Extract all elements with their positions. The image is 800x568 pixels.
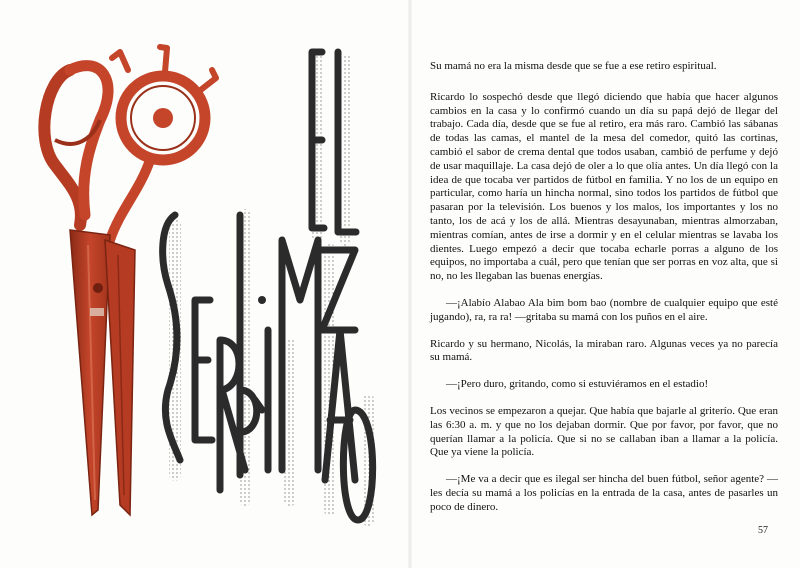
right-page	[410, 0, 800, 568]
paragraph-dialog: —¡Me va a decir que es ilegal ser hincha del buen fútbol, señor agente? —les decía su mamá a los policías en la entrada de la casa, antes de pasarles un poco de dinero.	[430, 473, 778, 513]
chapter-text	[430, 60, 778, 528]
paragraph-body: Ricardo lo sospechó desde que llegó diciendo que había que hacer algunos cambios en la casa y lo confirmó cuando un día su papá dejó de llegar del trabajo. Cada día, desde que se fue al retiro, era más raro. Cambió las sábanas de todas las camas, el mantel de la mesa del comedor, quitó las cortinas, cambió el sabor de crema dental que todos usaban, cambió de perfume y dejó de usar maquillaje. La casa dejó de oler a lo que olía antes. Un día llegó con la idea de que tocaba ver partidos de fútbol en familia. Y no los de un equipo en particular, como haría un hincha normal, sino todos los partidos de fútbol que pasaran por la televisión. Los buenos y los malos, los importantes y los no tanto, los de acá y los de allá. Mientras desayunaban, mientras almorzaban, mientras comían, antes de irse a dormir y en el celular mientras se lavaba los dientes. Luego empezó a decir que tocaba echarle porras a alguno de los equipos, no importaba a cuál, pero que tenían que ser porras en voz alta, que si no, no les llegaban las buenas energías.	[430, 90, 778, 283]
paragraph-opening: Su mamá no era la misma desde que se fue a ese retiro espiritual.	[430, 60, 717, 72]
paragraph-body: Los vecinos se empezaron a quejar. Que había que bajarle al griterío. Que eran las 6:30 a. m. y que no los dejaban dormir. Que por favor, por favor, que no querían llamar a la policía. Que si no se callaban iban a llamar a la policía. Que ya viene la policía.	[430, 404, 778, 459]
paragraph-dialog: —¡Alabío Alabao Ala bim bom bao (nombre de cualquier equipo que esté jugando), ra, ra ra! —gritaba su mamá con los puños en el aire.	[430, 296, 778, 323]
paragraph-body: Ricardo y su hermano, Nicolás, la miraban raro. Algunas veces ya no parecía su mamá.	[430, 337, 778, 364]
scissors-illustration	[44, 47, 216, 515]
page-number: 57	[758, 525, 768, 536]
paragraph-dialog: —¡Pero duro, gritando, como si estuviéramos en el estadio!	[446, 378, 709, 391]
